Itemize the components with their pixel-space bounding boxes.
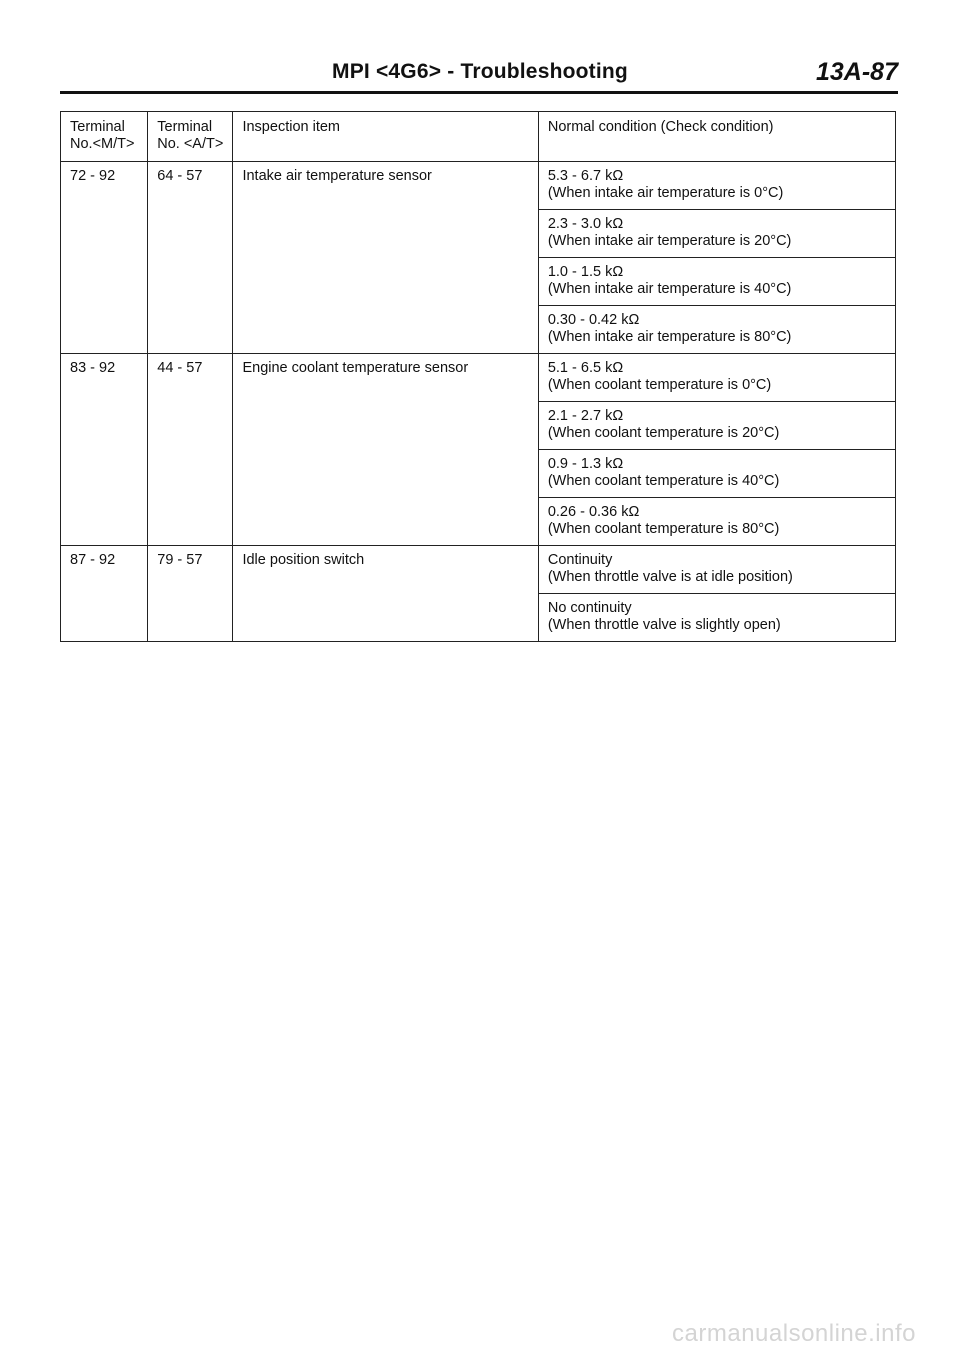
footer-watermark: carmanualsonline.info [672,1320,916,1347]
header-rule [60,91,898,94]
condition-check: (When throttle valve is slightly open) [547,617,781,633]
terminal-mt-cell: 72 - 92 [61,162,148,354]
condition-check: (When intake air temperature is 40°C) [547,281,792,297]
condition-value: 2.1 - 2.7 kΩ [547,408,624,424]
condition-value: 2.3 - 3.0 kΩ [547,216,624,232]
inspection-item-cell: Engine coolant temperature sensor [233,354,538,546]
condition-value: No continuity [547,600,632,616]
header-normal-condition [538,112,895,162]
condition-check: (When intake air temperature is 0°C) [547,185,784,201]
table-row [61,162,896,210]
condition-value: 0.30 - 0.42 kΩ [547,312,640,328]
condition-cell [538,354,895,402]
table-header-row [61,112,896,162]
condition-check: (When coolant temperature is 40°C) [547,473,780,489]
condition-check: (When coolant temperature is 80°C) [547,521,780,537]
condition-cell [538,594,895,642]
condition-cell [538,546,895,594]
header-normal-condition-label: Normal condition (Check condition) [547,119,774,135]
condition-value: 5.1 - 6.5 kΩ [547,360,624,376]
header-terminal-at-line2: No. <A/T> [157,136,224,152]
condition-value: 5.3 - 6.7 kΩ [547,168,624,184]
condition-value: Continuity [547,552,613,568]
condition-cell [538,402,895,450]
condition-check: (When intake air temperature is 80°C) [547,329,792,345]
condition-cell [538,450,895,498]
condition-cell [538,258,895,306]
inspection-table [60,111,896,642]
condition-check: (When intake air temperature is 20°C) [547,233,792,249]
table-row [61,354,896,402]
page-header [60,58,900,90]
condition-cell [538,162,895,210]
header-terminal-mt-line1: Terminal [70,119,125,135]
terminal-at-cell: 44 - 57 [148,354,233,546]
header-terminal-mt-line2: No.<M/T> [70,136,135,152]
terminal-at-cell: 64 - 57 [148,162,233,354]
header-inspection-item [233,112,538,162]
condition-cell [538,306,895,354]
header-terminal-at [148,112,233,162]
terminal-mt-cell: 83 - 92 [61,354,148,546]
header-terminal-at-line1: Terminal [157,119,213,135]
page-number: 13A-87 [816,58,898,86]
condition-check: (When coolant temperature is 0°C) [547,377,772,393]
inspection-item-cell: Idle position switch [233,546,538,642]
terminal-mt-cell: 87 - 92 [61,546,148,642]
condition-check: (When throttle valve is at idle position) [547,569,793,585]
condition-value: 0.26 - 0.36 kΩ [547,504,640,520]
page-title: MPI <4G6> - Troubleshooting [332,60,628,83]
header-terminal-mt [61,112,148,162]
inspection-item-cell: Intake air temperature sensor [233,162,538,354]
condition-value: 1.0 - 1.5 kΩ [547,264,624,280]
table-row [61,546,896,594]
condition-value: 0.9 - 1.3 kΩ [547,456,624,472]
terminal-at-cell: 79 - 57 [148,546,233,642]
condition-check: (When coolant temperature is 20°C) [547,425,780,441]
header-inspection-item-label: Inspection item [242,119,340,135]
condition-cell [538,498,895,546]
condition-cell [538,210,895,258]
